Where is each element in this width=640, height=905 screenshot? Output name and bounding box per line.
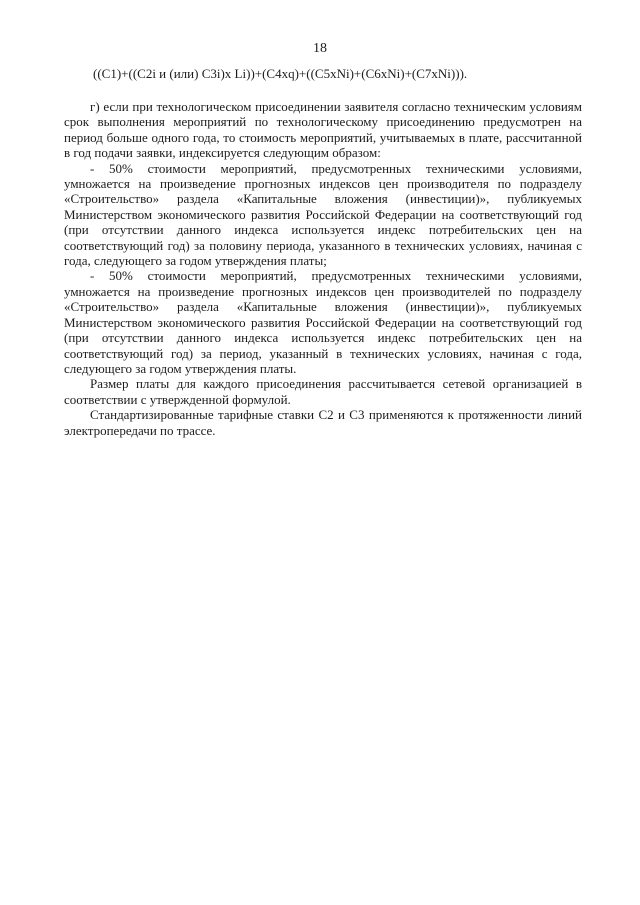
document-body <box>64 99 582 438</box>
paragraph-standard-rates: Стандартизированные тарифные ставки С2 и С3 применяются к протяженности линий электропередачи по трассе. <box>64 407 582 438</box>
page-number: 18 <box>313 41 327 56</box>
cost-formula: ((C1)+((C2i и (или) C3i)x Li))+(C4xq)+((C5xNi)+(C6xNi)+(C7xNi))). <box>93 66 468 81</box>
paragraph-half-period-indexation: - 50% стоимости мероприятий, предусмотренных техническими условиями, умножается на произведение прогнозных индексов цен производителя по подразделу «Строительство» раздела «Капитальные вложения (инвестиции)», публикуемых Министерством экономического развития Российской Федерации на соответствующий год (при отсутствии данного индекса используется индекс потребительских цен на соответствующий год) за половину периода, указанного в технических условиях, начиная с года, следующего за годом утверждения платы; <box>64 160 582 269</box>
paragraph-indexation-condition: г) если при технологическом присоединении заявителя согласно техническим условиям срок выполнения мероприятий по технологическому присоединению предусмотрен на период больше одного года, то стоимость мероприятий, учитываемых в плате, рассчитанной в год подачи заявки, индексируется следующим образом: <box>64 99 582 161</box>
paragraph-fee-calculation: Размер платы для каждого присоединения рассчитывается сетевой организацией в соответствии с утвержденной формулой. <box>64 376 582 407</box>
paragraph-full-period-indexation: - 50% стоимости мероприятий, предусмотренных техническими условиями, умножается на произведение прогнозных индексов цен производителей по подразделу «Строительство» раздела «Капитальные вложения (инвестиции)», публикуемых Министерством экономического развития Российской Федерации на соответствующий год (при отсутствии данного индекса используется индекс потребительских цен на соответствующий год) за период, указанный в технических условиях, начиная с года, следующего за годом утверждения платы. <box>64 268 582 376</box>
